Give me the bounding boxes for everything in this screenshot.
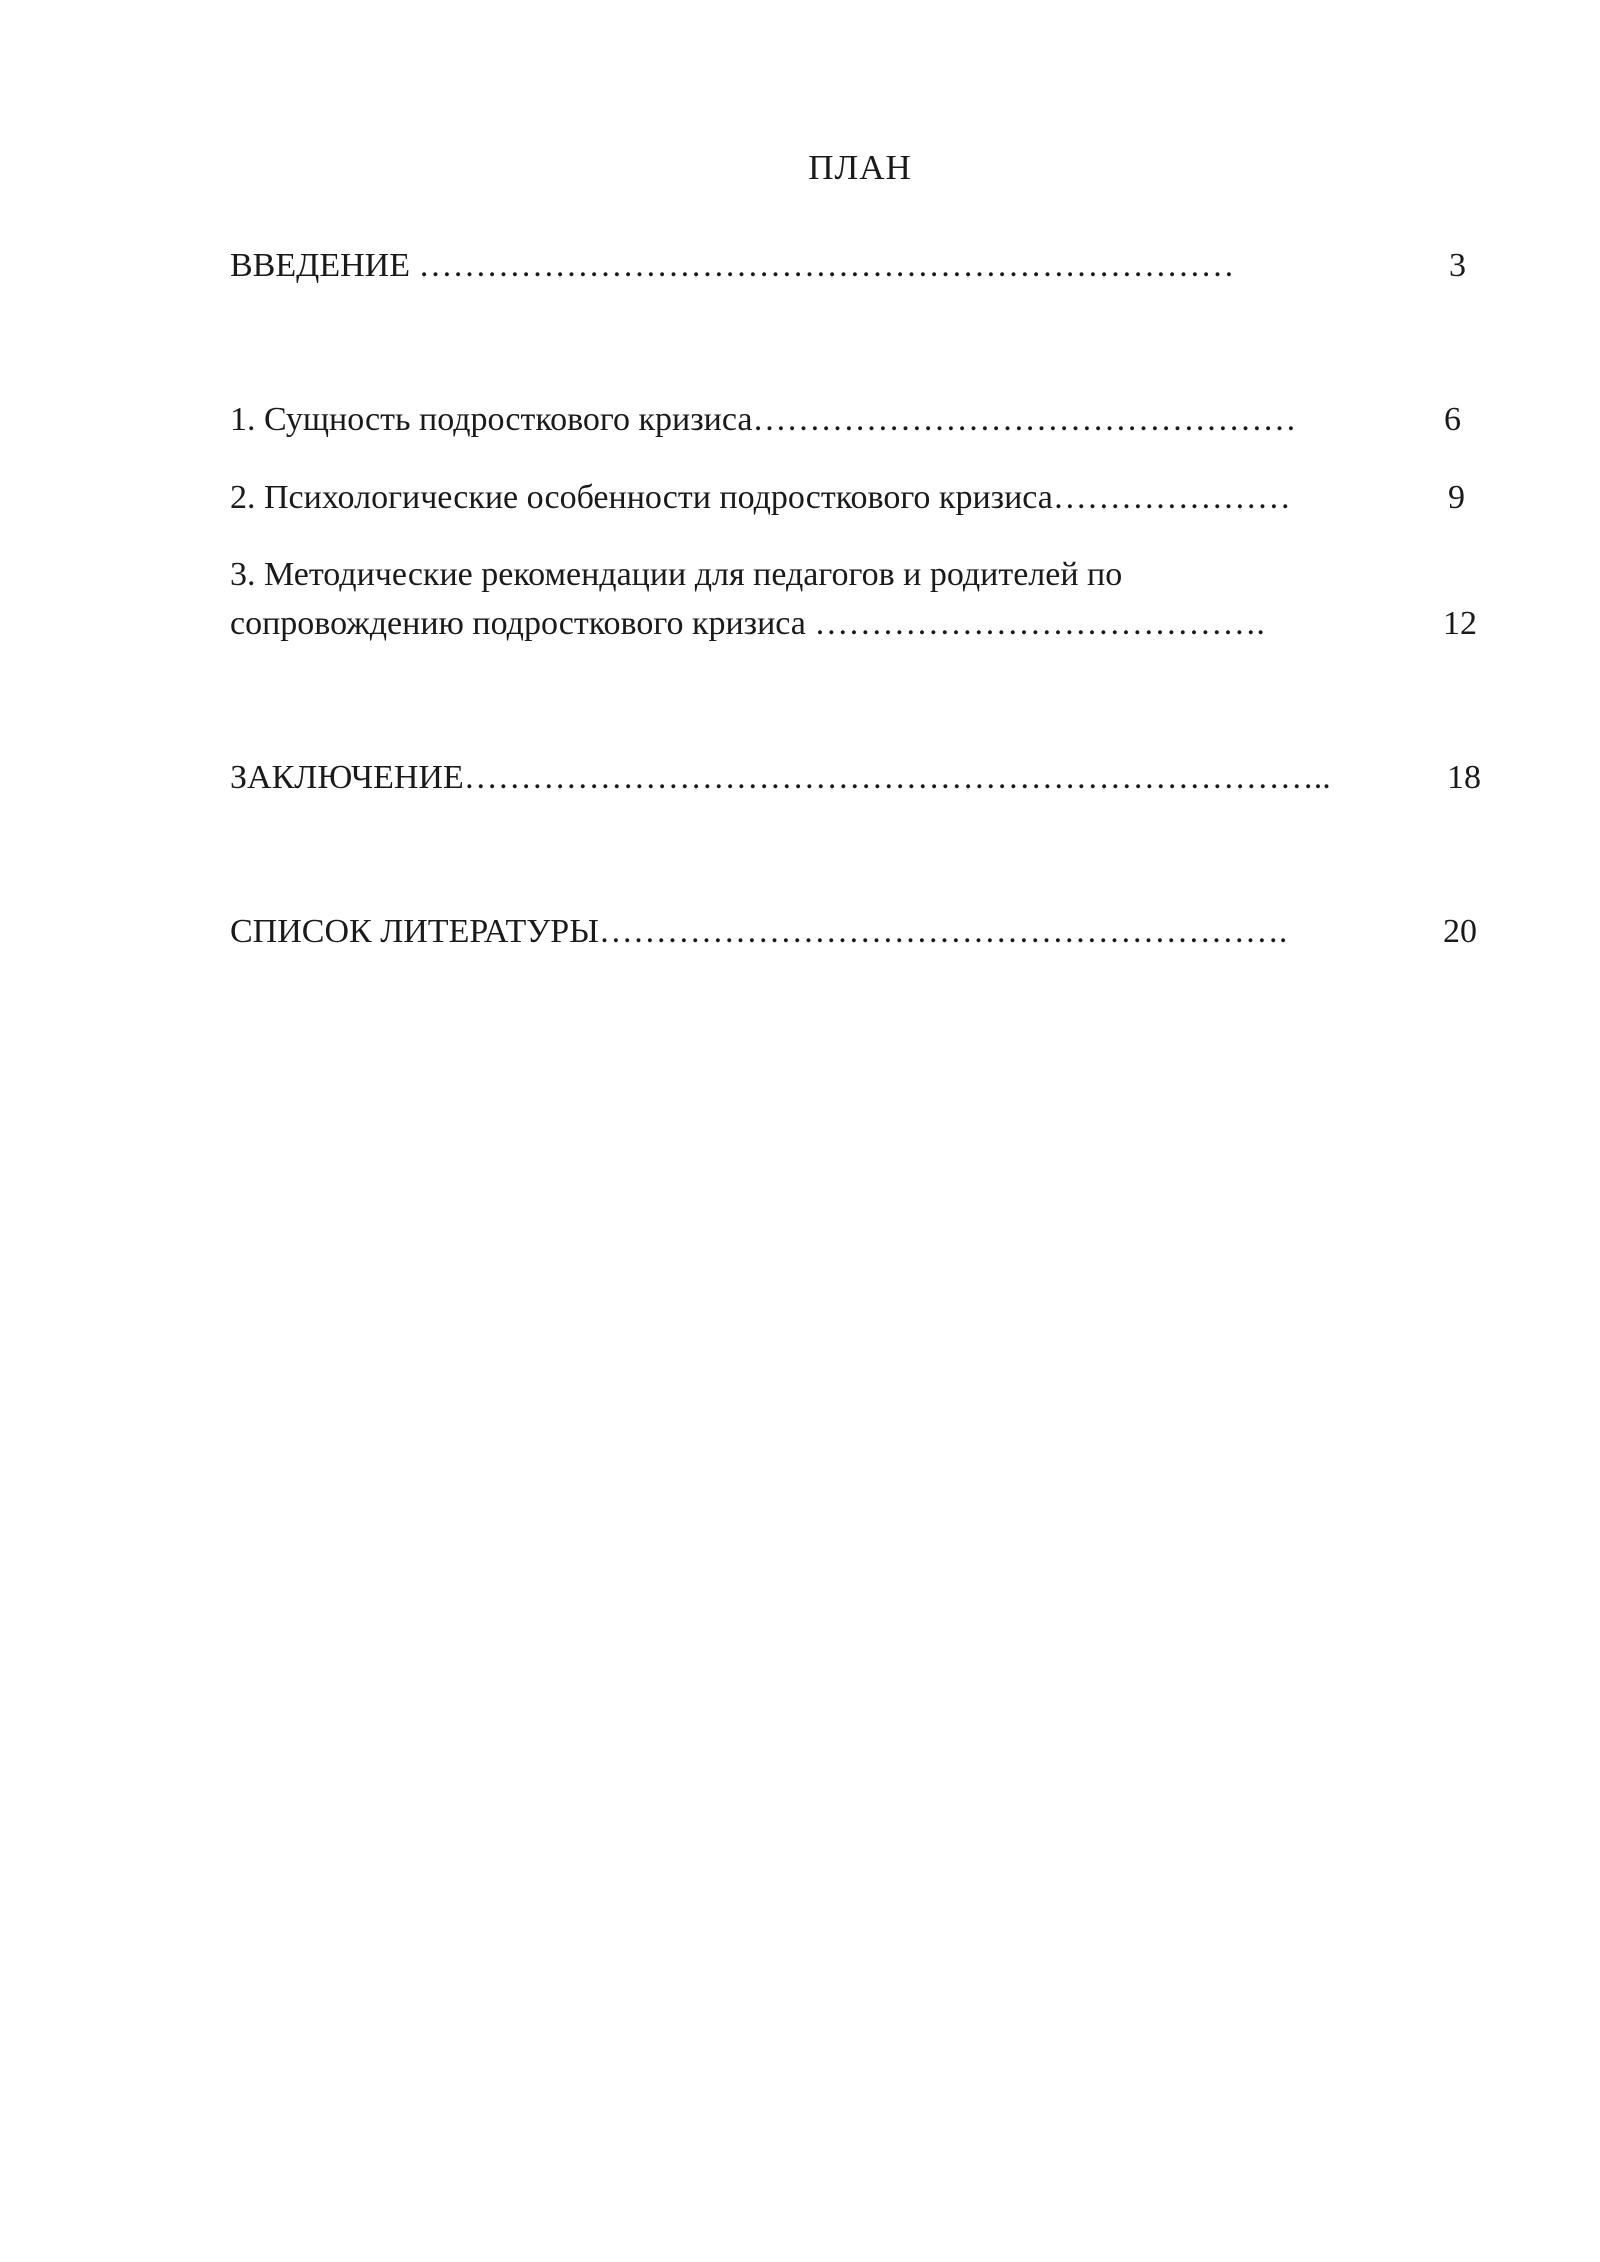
page-title: ПЛАН xyxy=(808,148,912,187)
toc-entry-references: СПИСОК ЛИТЕРАТУРЫ……………………………………………………. xyxy=(230,913,1288,950)
toc-entry-chapter-1: 1. Сущность подросткового кризиса………………………………………… xyxy=(230,401,1297,438)
toc-page-number: 18 xyxy=(1447,759,1481,796)
toc-page-number: 3 xyxy=(1449,247,1466,284)
toc-entry-introduction: ВВЕДЕНИЕ ……………………………………………………………… xyxy=(230,247,1235,284)
toc-page-number: 6 xyxy=(1444,401,1461,438)
toc-page-number: 20 xyxy=(1443,913,1477,950)
toc-entry-conclusion: ЗАКЛЮЧЕНИЕ………………………………………………………………….. xyxy=(230,759,1331,796)
toc-entry-chapter-2: 2. Психологические особенности подросткового кризиса………………… xyxy=(230,479,1291,516)
toc-page-number: 9 xyxy=(1448,479,1465,516)
toc-entry-chapter-3-line-2: сопровождению подросткового кризиса …………………………………. xyxy=(230,605,1265,642)
toc-entry-chapter-3-line-1: 3. Методические рекомендации для педагогов и родителей по xyxy=(230,556,1123,593)
toc-page-number: 12 xyxy=(1443,605,1477,642)
